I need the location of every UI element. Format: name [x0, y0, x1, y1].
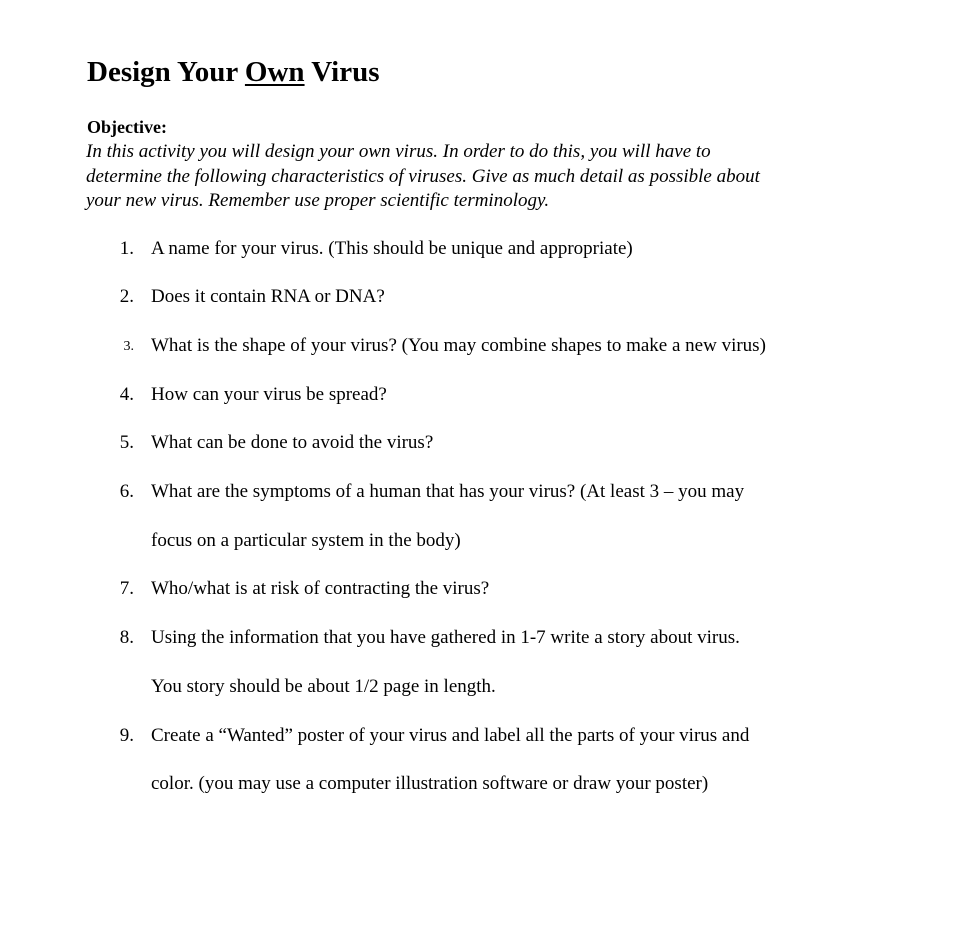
objective-line-1: In this activity you will design your own virus. In order to do this, you will have to [86, 141, 711, 162]
objective-heading: Objective: [87, 117, 167, 137]
question-number: 5. [119, 432, 134, 453]
question-number: 4. [119, 384, 134, 405]
question-number: 7. [119, 578, 134, 599]
title-underlined-word: Own [244, 56, 305, 88]
question-number: 9. [119, 725, 134, 746]
question-number: 6. [119, 481, 134, 502]
question-text-continued: color. (you may use a computer illustration software or draw your poster) [151, 773, 709, 794]
title-part-2: Virus [304, 56, 380, 88]
question-text: Using the information that you have gathered in 1-7 write a story about virus. [151, 627, 740, 648]
question-text-continued: You story should be about 1/2 page in length. [151, 676, 496, 697]
question-number: 3. [123, 339, 134, 354]
question-text: What are the symptoms of a human that has your virus? (At least 3 – you may [151, 481, 745, 502]
question-text-continued: focus on a particular system in the body) [151, 530, 461, 551]
page-title [87, 54, 380, 90]
question-text: A name for your virus. (This should be unique and appropriate) [151, 238, 633, 259]
objective-paragraph [86, 140, 866, 214]
question-text: What can be done to avoid the virus? [151, 432, 434, 453]
question-text: Does it contain RNA or DNA? [151, 286, 385, 307]
question-text: Who/what is at risk of contracting the virus? [151, 578, 490, 599]
question-text: How can your virus be spread? [151, 384, 387, 405]
question-number: 1. [119, 238, 134, 259]
objective-line-3: your new virus. Remember use proper scientific terminology. [86, 190, 550, 211]
question-number: 2. [119, 286, 134, 307]
title-part-1: Design Your [87, 56, 245, 88]
objective-line-2: determine the following characteristics of viruses. Give as much detail as possible about [86, 165, 760, 187]
question-number: 8. [119, 627, 134, 648]
question-text: Create a “Wanted” poster of your virus and label all the parts of your virus and [151, 725, 750, 746]
question-text: What is the shape of your virus? (You may combine shapes to make a new virus) [151, 335, 766, 356]
